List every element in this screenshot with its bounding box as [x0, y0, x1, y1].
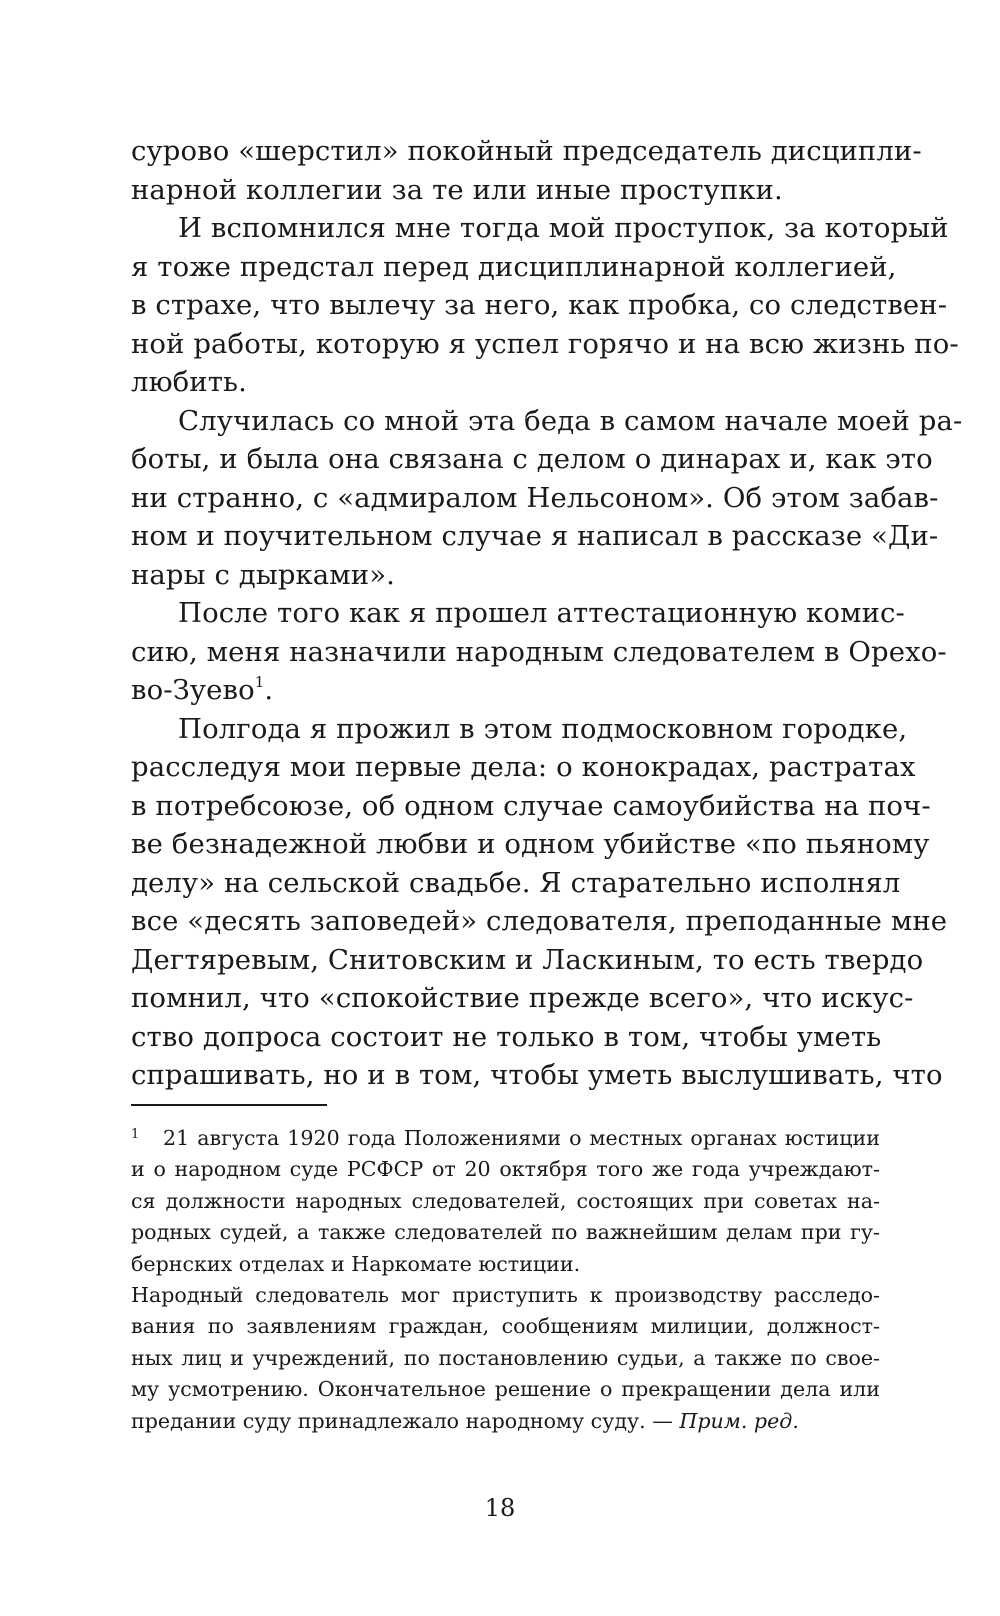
text-line [131, 517, 939, 556]
text-line-content: Полгода я прожил в этом подмосковном городке, [178, 712, 908, 745]
text-line-content: ной работы, которую я успел горячо и на всю жизнь по- [131, 327, 959, 360]
text-line-content: ни странно, с «адмиралом Нельсоном». Об этом забав- [131, 481, 939, 514]
text-line [131, 710, 908, 749]
text-line-content: Дегтяревым, Снитовским и Ласкиным, то есть твердо [131, 943, 924, 976]
footnote-line [131, 1186, 880, 1217]
footnote-line [131, 1280, 880, 1311]
footnote-line [131, 1154, 880, 1185]
text-line [131, 286, 948, 325]
text-line [131, 171, 880, 210]
text-line-content: сию, меня назначили народным следователем в Орехо- [131, 635, 947, 668]
footnote-separator [131, 1104, 327, 1106]
text-line-content: нары с дырками». [131, 558, 395, 591]
text-line-tail: . [264, 674, 274, 706]
text-line-content: спрашивать, но и в том, чтобы уметь выслушивать, что [131, 1059, 943, 1091]
footnote-line-content: 21 августа 1920 года Положениями о местных органах юстиции [163, 1126, 880, 1150]
text-line [131, 864, 901, 903]
text-line-content: ве безнадежной любви и одном убийстве «по пьяному [131, 828, 930, 860]
text-line [131, 748, 916, 787]
text-line [131, 209, 949, 248]
text-line [131, 479, 939, 518]
text-line-content: любить. [131, 366, 247, 398]
footnote [131, 1123, 880, 1437]
text-line-content: нарной коллегии за те или иные проступки. [131, 173, 783, 206]
footnote-line-content: родных судей, а также следователей по важнейшим делам при гу- [131, 1220, 880, 1245]
footnote-line-content: бернских отделах и Наркомате юстиции. [131, 1251, 581, 1276]
text-line [131, 132, 922, 171]
text-line-content: все «десять заповедей» следователя, преподанные мне [131, 905, 948, 937]
editor-note: Прим. ред. [679, 1408, 799, 1433]
text-line-content: в потребсоюзе, об одном случае самоубийства на поч- [131, 789, 931, 822]
footnote-line [131, 1374, 880, 1405]
text-line [131, 787, 931, 826]
text-line-content: И вспомнился мне тогда мой проступок, за который [178, 212, 949, 244]
text-line [131, 556, 880, 595]
text-line-content: помнил, что «спокойствие прежде всего», что искус- [131, 982, 914, 1014]
footnote-line-content: вания по заявлениям граждан, сообщениям милиции, должност- [131, 1314, 880, 1339]
text-line [131, 440, 933, 479]
text-line [131, 1018, 880, 1057]
text-line [131, 402, 963, 441]
footnote-reference[interactable]: 1 [254, 673, 265, 691]
text-line-content: Случилась со мной эта беда в самом начале моей ра- [178, 404, 963, 437]
footnote-line [131, 1343, 880, 1374]
text-line-content: После того как я прошел аттестационную комис- [178, 597, 905, 629]
text-line [131, 902, 948, 941]
footnote-line-content: ся должности народных следователей, состоящих при советах на- [131, 1188, 880, 1213]
footnote-line-content: ных лиц и учреждений, по постановлению судьи, а также по свое- [131, 1345, 880, 1370]
footnote-line-content: и о народном суде РСФСР от 20 октября того же года учреждают- [131, 1157, 880, 1182]
footnote-line-content: предании суду принадлежало народному суду. — [131, 1408, 680, 1433]
footnote-line: 1 21 августа 1920 года Положениями о местных органах юстиции [131, 1126, 880, 1150]
text-line-content: расследуя мои первые дела: о конокрадах, растратах [131, 751, 916, 783]
text-line [131, 248, 897, 287]
footnote-line-content: му усмотрению. Окончательное решение о прекращении дела или [131, 1377, 880, 1402]
text-line-content: сурово «шерстил» покойный председатель дисципли- [131, 135, 922, 167]
text-line [131, 363, 880, 402]
text-line-content: ство допроса состоит не только в том, чтобы уметь [131, 1020, 882, 1053]
main-text [131, 132, 963, 1095]
text-line-content: в страхе, что вылечу за него, как пробка, со следствен- [131, 289, 948, 321]
text-line [131, 825, 930, 864]
footnote-line [131, 1406, 880, 1437]
text-line-content: боты, и была она связана с делом о динарах и, как это [131, 443, 933, 475]
footnote-line [131, 1311, 880, 1342]
page-number: 18 [484, 1494, 516, 1522]
footnote-line [131, 1249, 880, 1280]
text-line [131, 1056, 943, 1095]
text-line-content: я тоже предстал перед дисциплинарной коллегией, [131, 250, 897, 283]
text-line [131, 941, 924, 980]
footnote-line-content: Народный следователь мог приступить к производству расследо- [131, 1282, 880, 1307]
text-line [131, 594, 905, 633]
footnote-line [131, 1217, 880, 1248]
text-line-content: ном и поучительном случае я написал в рассказе «Ди- [131, 520, 939, 552]
text-line [131, 325, 959, 364]
text-line-content: во-Зуево [131, 674, 255, 706]
text-line-content: делу» на сельской свадьбе. Я старательно исполнял [131, 866, 901, 899]
text-line [131, 633, 947, 672]
text-line [131, 671, 880, 710]
text-line [131, 979, 914, 1018]
